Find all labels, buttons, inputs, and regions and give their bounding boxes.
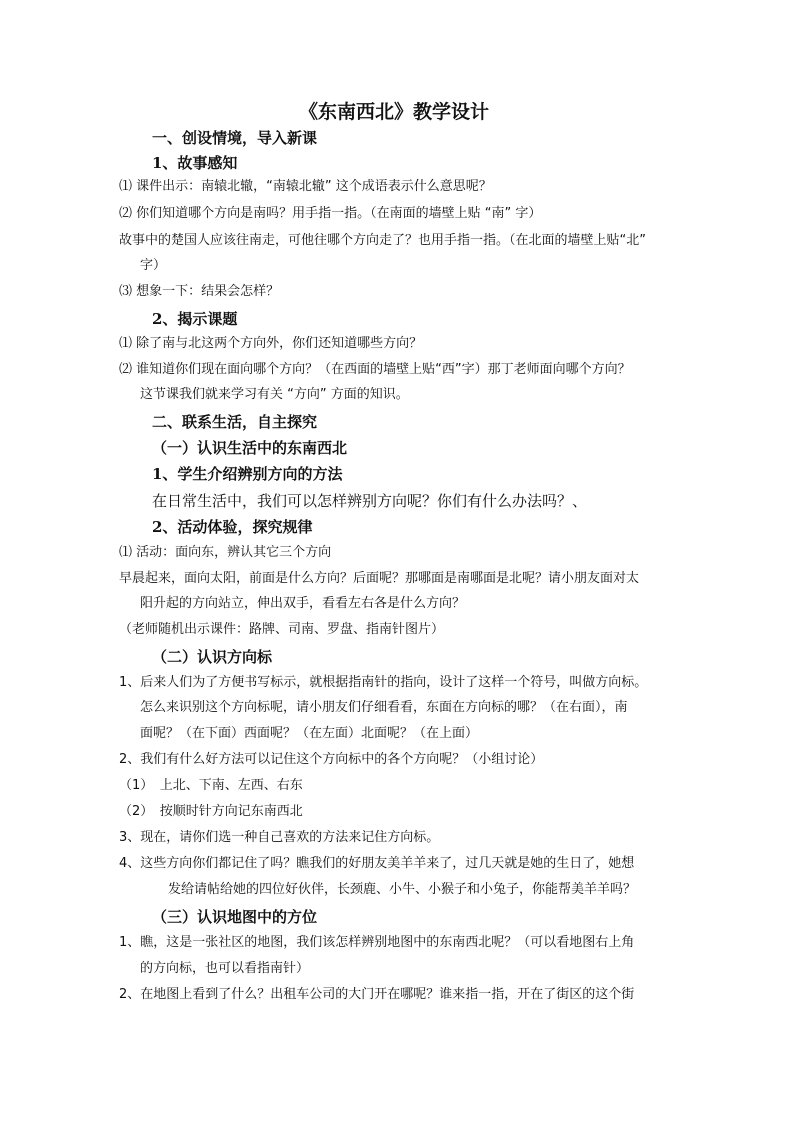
paragraph-line: （1） 上北、下南、左西、右东 [119, 778, 303, 793]
subsection-a-item2: 2、活动体验，探究规律 [152, 518, 313, 536]
paragraph-line: 这节课我们就来学习有关 “方向” 方面的知识。 [140, 387, 409, 402]
paragraph-line: 早晨起来，面向太阳，前面是什么方向？后面呢？那哪面是南哪面是北呢？请小朋友面对太 [119, 571, 640, 586]
paragraph-line: 阳升起的方向站立，伸出双手，看看左右各是什么方向？ [140, 596, 466, 611]
section-1-heading: 一、创设情境，导入新课 [152, 129, 318, 147]
paragraph-line: 怎么来识别这个方向标呢，请小朋友们仔细看看，东面在方向标的哪？（在右面），南 [140, 700, 628, 715]
subsection-story-heading: 1、故事感知 [152, 154, 238, 172]
paragraph-line: ⑵ 你们知道哪个方向是南吗？用手指一指。（在南面的墙壁上贴 “南” 字） [119, 206, 542, 221]
subsection-a-heading: （一）认识生活中的东南西北 [152, 439, 348, 457]
paragraph-line: （2） 按顺时针方向记东南西北 [119, 804, 303, 819]
paragraph-line: 2、我们有什么好方法可以记住这个方向标中的各个方向呢？（小组讨论） [119, 752, 544, 767]
paragraph-line: 2、在地图上看到了什么？出租车公司的大门开在哪呢？谁来指一指，开在了街区的这个街 [119, 987, 635, 1002]
paragraph-line: ⑴ 除了南与北这两个方向外，你们还知道哪些方向？ [119, 336, 423, 351]
paragraph-line: 发给请帖给她的四位好伙伴，长颈鹿、小牛、小猴子和小兔子，你能帮美羊羊吗？ [168, 882, 637, 897]
paragraph-line: 面呢？（在下面）西面呢？（在左面）北面呢？（在上面） [140, 726, 479, 741]
subsection-topic-heading: 2、揭示课题 [152, 310, 238, 328]
subsection-b-heading: （二）认识方向标 [152, 648, 273, 666]
paragraph-line: 1、瞧，这是一张社区的地图，我们该怎样辨别地图中的东南西北呢？（可以看地图右上角 [119, 935, 635, 950]
doc-title: 《东南西北》教学设计 [299, 101, 490, 123]
subsection-a-item1: 1、学生介绍辨别方向的方法 [152, 465, 343, 483]
paragraph-line: 在日常生活中，我们可以怎样辨别方向呢？你们有什么办法吗？、 [152, 492, 588, 510]
paragraph-line: 4、这些方向你们都记住了吗？瞧我们的好朋友美羊羊来了，过几天就是她的生日了，她想 [119, 856, 635, 871]
paragraph-line: ⑶ 想象一下：结果会怎样？ [119, 284, 280, 299]
paragraph-line: 字） [140, 258, 167, 273]
subsection-c-heading: （三）认识地图中的方位 [152, 908, 318, 926]
paragraph-line: 的方向标，也可以看指南针） [140, 961, 310, 976]
paragraph-line: ⑵ 谁知道你们现在面向哪个方向？（在西面的墙壁上贴“西”字）那丁老师面向哪个方向？ [119, 362, 631, 377]
paragraph-line: ⑴ 活动：面向东，辨认其它三个方向 [119, 545, 332, 560]
paragraph-line: 1、后来人们为了方便书写标示，就根据指南针的指向，设计了这样一个符号，叫做方向标。 [119, 675, 648, 690]
paragraph-line: ⑴ 课件出示：南辕北辙，“南辕北辙” 这个成语表示什么意思呢？ [119, 179, 492, 194]
paragraph-line: 3、现在，请你们选一种自己喜欢的方法来记住方向标。 [119, 830, 440, 845]
paragraph-line: （老师随机出示课件：路牌、司南、罗盘、指南针图片） [119, 622, 445, 637]
paragraph-line: 故事中的楚国人应该往南走，可他往哪个方向走了？也用手指一指。（在北面的墙壁上贴“北” [119, 233, 646, 248]
section-2-heading: 二、联系生活，自主探究 [152, 413, 318, 431]
